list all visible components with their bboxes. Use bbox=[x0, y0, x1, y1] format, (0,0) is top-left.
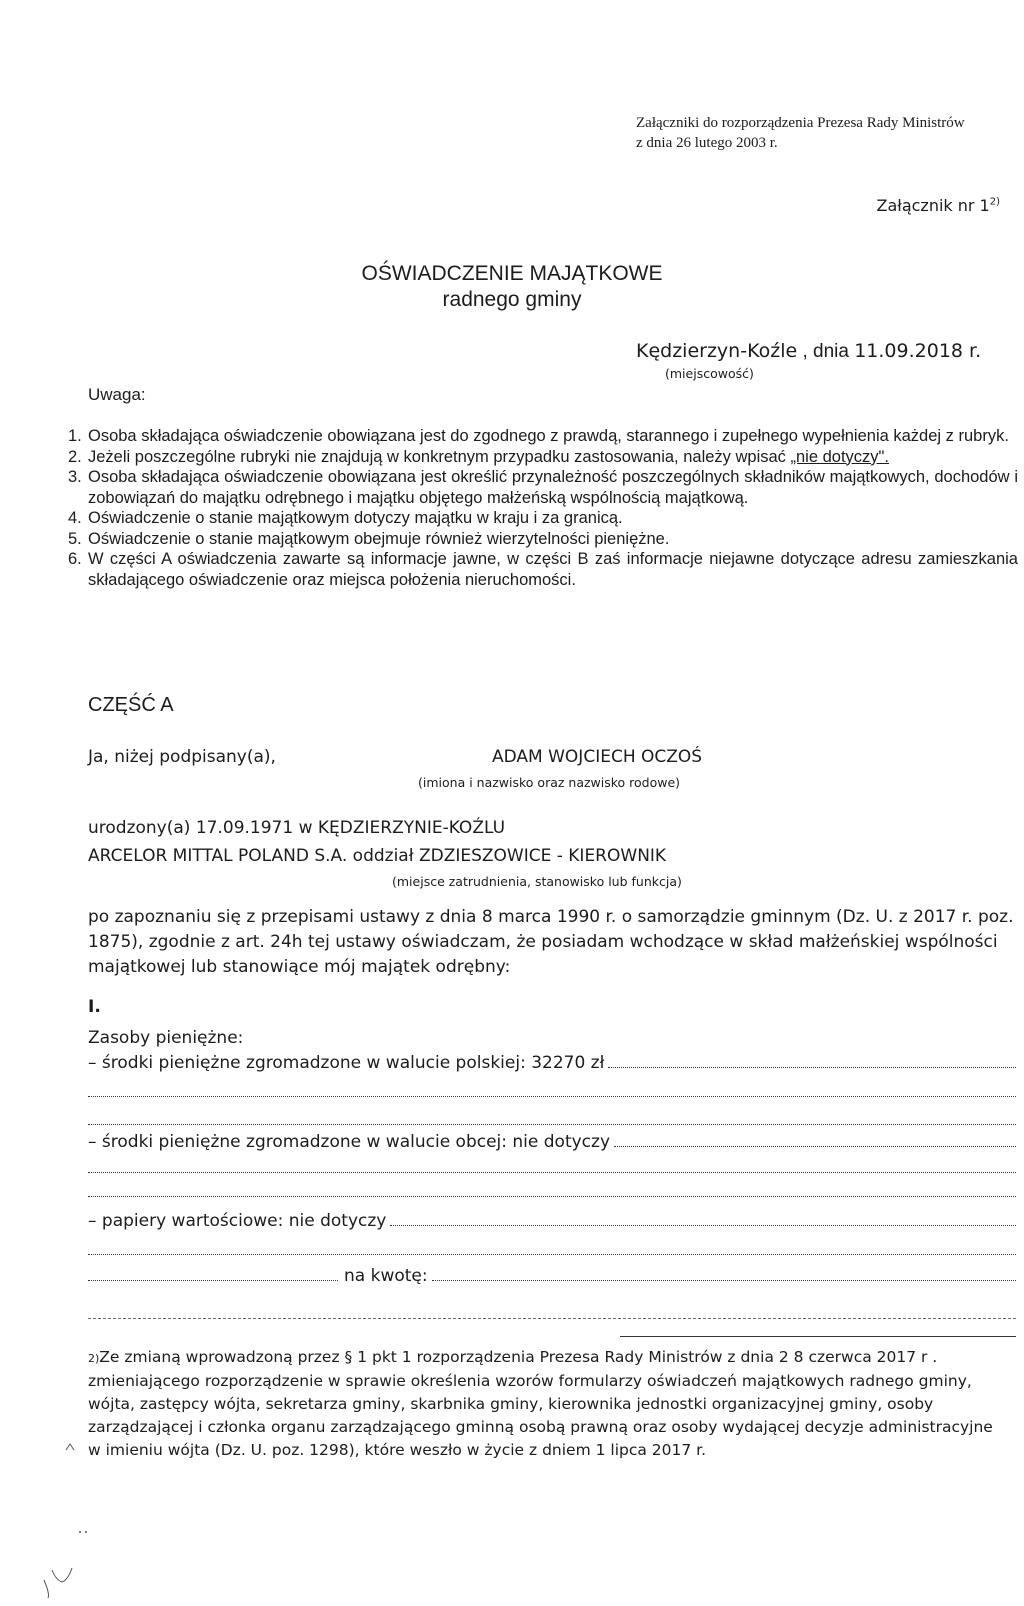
amount-row bbox=[88, 1266, 1016, 1286]
notes-list bbox=[68, 426, 1018, 590]
declarant-name: ADAM WOJCIECH OCZOŚ bbox=[492, 747, 703, 767]
dotted-line bbox=[88, 1124, 1016, 1125]
handwritten-marks bbox=[36, 1440, 96, 1600]
dotted-fill bbox=[88, 1280, 338, 1281]
note-text: Oświadczenie o stanie majątkowym dotyczy majątku w kraju i za granicą. bbox=[88, 509, 623, 527]
note-number: 4. bbox=[68, 509, 82, 527]
annex-label-text: Załącznik nr 1 bbox=[876, 196, 990, 215]
section-number: I. bbox=[88, 997, 101, 1017]
annex-label bbox=[877, 196, 1001, 215]
part-a-heading: CZĘŚĆ A bbox=[88, 694, 174, 716]
dotted-line bbox=[88, 1096, 1016, 1097]
footnote-mark: 2) bbox=[88, 1352, 100, 1365]
declaration-paragraph: po zapoznaniu się z przepisami ustawy z dnia 8 marca 1990 r. o samorządzie gminnym (Dz. U. z 2017 r. poz. 1875), zgodnie z art. 24h tej ustawy oświadczam, że posiadam wchodzące w skład małżeńskiej wspólności majątkowej lub stanowiące mój majątek odrębny: bbox=[88, 907, 1014, 977]
employment-caption: (miejsce zatrudnienia, stanowisko lub funkcja) bbox=[392, 874, 682, 889]
footnote-rule bbox=[620, 1336, 1016, 1337]
note-number: 2. bbox=[68, 447, 82, 466]
note-text bbox=[88, 447, 889, 468]
note-number: 1. bbox=[68, 427, 82, 445]
dotted-line bbox=[88, 1172, 1016, 1173]
section-heading: Zasoby pieniężne: bbox=[88, 1028, 244, 1048]
cash-pln-text: – środki pieniężne zgromadzone w walucie polskiej: 32270 zł bbox=[88, 1053, 605, 1073]
cash-pln-row bbox=[88, 1053, 1016, 1073]
note-item bbox=[68, 508, 1018, 529]
employment: ARCELOR MITTAL POLAND S.A. oddział ZDZIESZOWICE - KIEROWNIK bbox=[88, 846, 667, 866]
annex-footnote-mark: 2) bbox=[989, 196, 1000, 208]
note-item bbox=[68, 549, 1018, 590]
securities-text: – papiery wartościowe: nie dotyczy bbox=[88, 1211, 387, 1231]
regulation-header-line1: Załączniki do rozporządzenia Prezesa Rady Ministrów bbox=[636, 115, 965, 131]
born-value: 17.09.1971 w KĘDZIERZYNIE-KOŹLU bbox=[195, 818, 506, 838]
dotted-fill bbox=[432, 1280, 1016, 1281]
dotted-line bbox=[88, 1196, 1016, 1197]
separator-line bbox=[88, 1318, 1016, 1319]
note-text: Oświadczenie o stanie majątkowym obejmuje również wierzytelności pieniężne. bbox=[88, 529, 670, 548]
dotted-fill bbox=[608, 1067, 1016, 1068]
notes-heading: Uwaga: bbox=[88, 385, 146, 404]
place-caption: (miejscowość) bbox=[665, 366, 754, 381]
place: Kędzierzyn-Koźle bbox=[636, 340, 798, 362]
note-text: W części A oświadczenia zawarte są informacje jawne, w części B zaś informacje niejawne dotyczące adresu zamieszkania składającego oświadczenie oraz miejsca położenia nieruchomości. bbox=[88, 550, 1018, 589]
cash-foreign-row bbox=[88, 1132, 1016, 1152]
note-number: 6. bbox=[68, 550, 82, 568]
dotted-fill bbox=[614, 1146, 1016, 1147]
note-item bbox=[68, 529, 1018, 550]
note-text: Osoba składająca oświadczenie obowiązana jest określić przynależność poszczególnych składników majątkowych, dochodów i zobowiązań do majątku odrębnego i majątku objętego małżeńską wspólnością majątkową. bbox=[88, 468, 1018, 507]
note-text-part: Jeżeli poszczególne rubryki nie znajdują w konkretnym przypadku zastosowania, należy wpisać bbox=[88, 447, 791, 466]
note-text: Osoba składająca oświadczenie obowiązana jest do zgodnego z prawdą, starannego i zupełnego wypełnienia każdej z rubryk. bbox=[88, 427, 1009, 445]
securities-row bbox=[88, 1211, 1016, 1231]
note-item bbox=[68, 426, 1018, 447]
born-label: urodzony(a) bbox=[88, 818, 191, 838]
footnote-text: Ze zmianą wprowadzoną przez § 1 pkt 1 rozporządzenia Prezesa Rady Ministrów z dnia 2 8 czerwca 2017 r . zmieniającego rozporządzenie w sprawie określenia wzorów formularzy oświadczeń majątkowych radnego gminy, wójta, zastępcy wójta, sekretarza gminy, skarbnika gminy, kierownika jednostki organizacyjnej gminy, osoby zarządzającej i członka organu zarządzającego gminną osobą prawną oraz osoby wydającej decyzje administracyjne w imieniu wójta (Dz. U. poz. 1298), które weszło w życie z dniem 1 lipca 2017 r. bbox=[88, 1348, 993, 1459]
name-caption: (imiona i nazwisko oraz nazwisko rodowe) bbox=[418, 775, 681, 790]
regulation-header-line2: z dnia 26 lutego 2003 r. bbox=[636, 135, 778, 151]
cash-foreign-text: – środki pieniężne zgromadzone w walucie obcej: nie dotyczy bbox=[88, 1132, 611, 1152]
date: 11.09.2018 bbox=[854, 340, 964, 362]
birth-line bbox=[88, 818, 505, 838]
dotted-line bbox=[88, 1254, 1016, 1255]
intro-label: Ja, niżej podpisany(a), bbox=[88, 747, 276, 767]
date-separator: , dnia bbox=[797, 341, 855, 362]
note-text-underlined: „nie dotyczy". bbox=[790, 447, 889, 466]
place-date bbox=[636, 340, 981, 363]
footnote bbox=[88, 1346, 1008, 1462]
date-suffix: r. bbox=[963, 340, 982, 362]
note-item bbox=[68, 447, 1018, 468]
note-number: 3. bbox=[68, 468, 82, 486]
document-title: OŚWIADCZENIE MAJĄTKOWE bbox=[361, 262, 663, 285]
note-number: 5. bbox=[68, 529, 82, 548]
dotted-fill bbox=[390, 1225, 1016, 1226]
note-item bbox=[68, 467, 1018, 508]
document-subtitle: radnego gminy bbox=[442, 288, 582, 311]
amount-label: na kwotę: bbox=[344, 1266, 428, 1286]
